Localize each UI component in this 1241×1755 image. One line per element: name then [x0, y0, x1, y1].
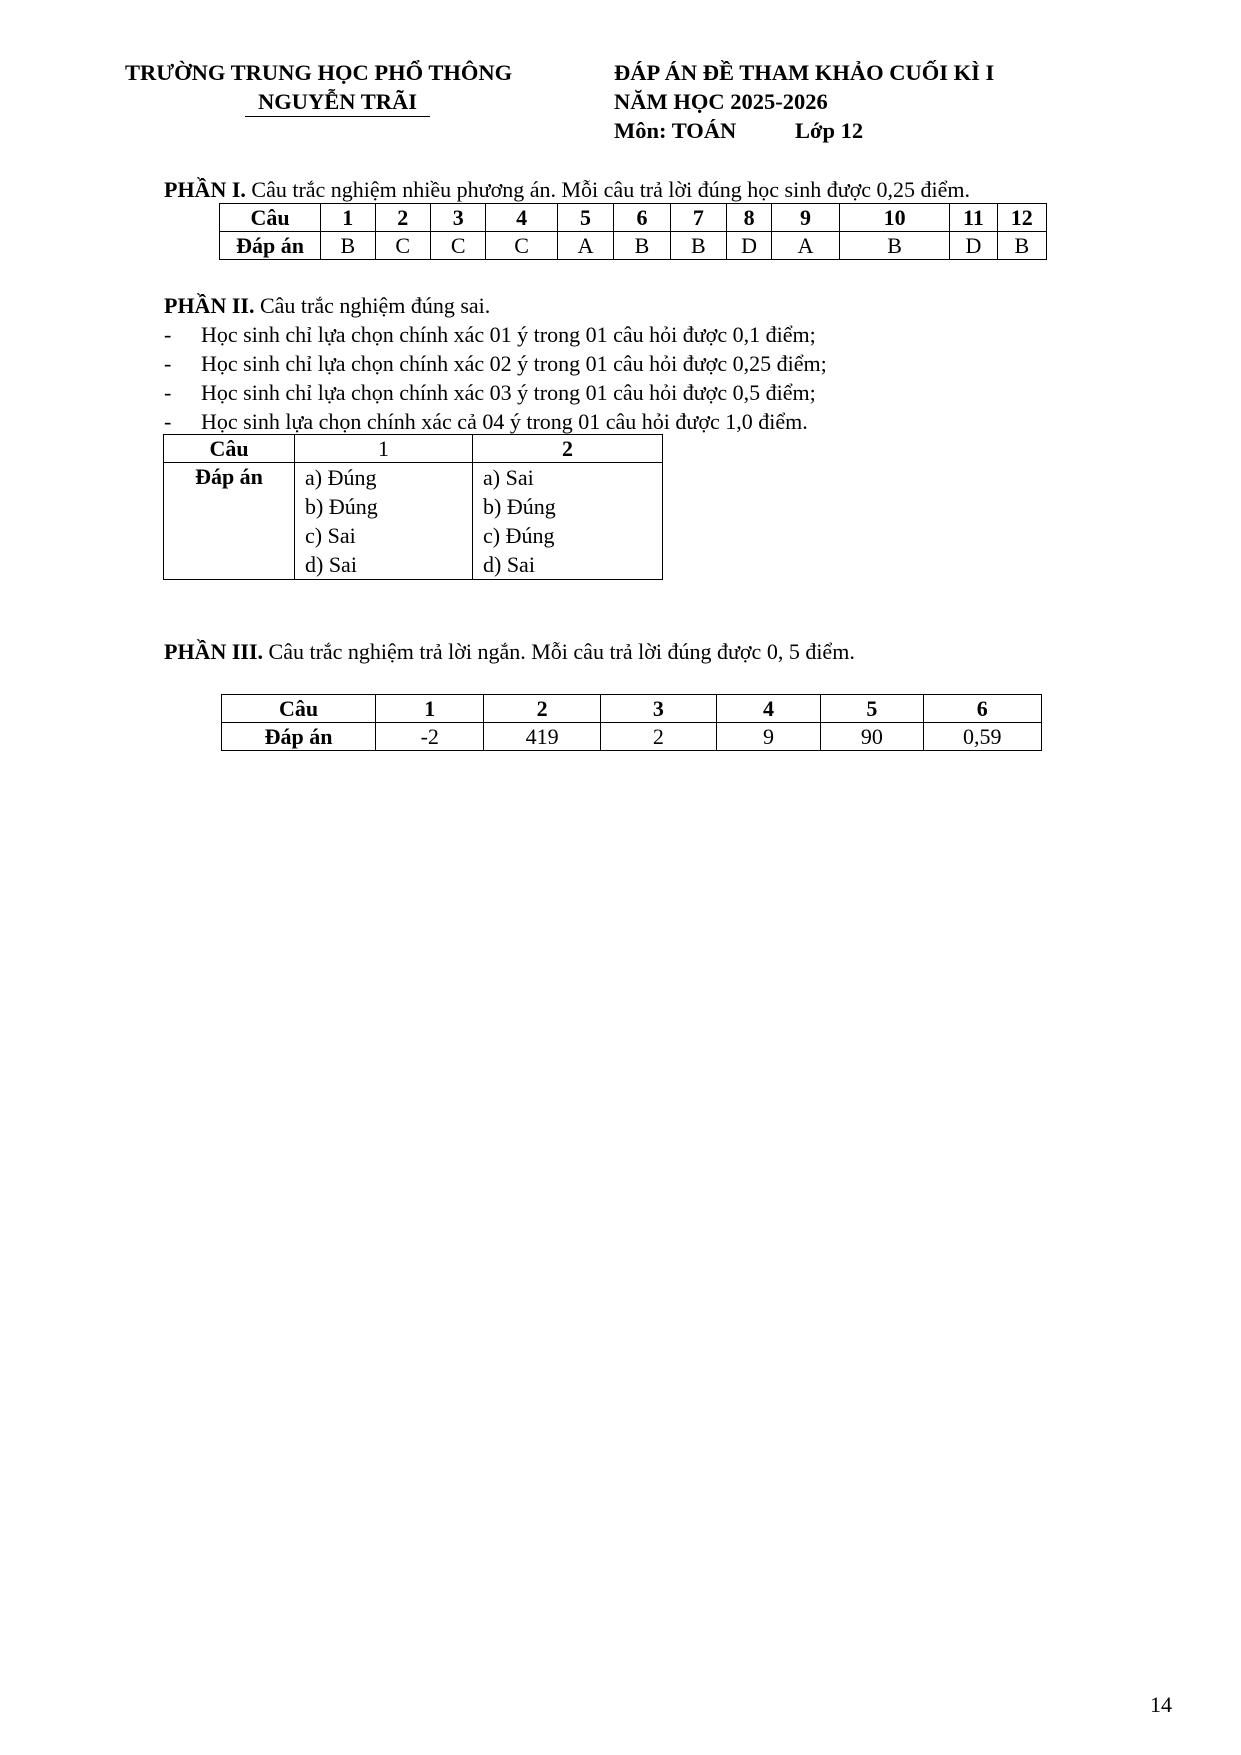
part1-question-number: 3	[430, 204, 485, 232]
part1-answer-value: C	[486, 232, 557, 260]
exam-title-line2: NĂM HỌC 2025-2026	[614, 89, 828, 114]
rule-text: Học sinh chỉ lựa chọn chính xác 01 ý trong 01 câu hỏi được 0,1 điểm;	[201, 322, 816, 347]
part2-question-2: 2	[473, 435, 663, 463]
list-dash: -	[164, 409, 172, 434]
part3-question-number: 3	[600, 695, 716, 723]
rule-text: Học sinh chỉ lựa chọn chính xác 03 ý trong 01 câu hỏi được 0,5 điểm;	[201, 380, 816, 405]
list-dash: -	[164, 380, 172, 405]
answer-line: a) Đúng	[305, 465, 377, 490]
part1-answer-value: D	[727, 232, 772, 260]
part1-question-number: 11	[950, 204, 997, 232]
part2-intro	[164, 291, 490, 320]
part3-heading: PHẦN III.	[164, 639, 264, 664]
part1-answer-value: D	[950, 232, 997, 260]
part3-question-number: 6	[923, 695, 1041, 723]
part1-intro	[164, 175, 970, 204]
list-dash: -	[164, 351, 172, 376]
part3-answer-value: 419	[484, 723, 600, 751]
page-number: 14	[1150, 1692, 1172, 1717]
part1-description: Câu trắc nghiệm nhiều phương án. Mỗi câu trả lời đúng học sinh được 0,25 điểm.	[245, 177, 970, 202]
rule-text: Học sinh chỉ lựa chọn chính xác 02 ý trong 01 câu hỏi được 0,25 điểm;	[201, 351, 827, 376]
part3-question-number: 2	[484, 695, 600, 723]
part2-q2-answers	[473, 463, 663, 580]
part1-question-number: 8	[727, 204, 772, 232]
answer-line: d) Sai	[305, 552, 357, 577]
part1-question-number: 9	[772, 204, 840, 232]
part3-question-number: 4	[716, 695, 820, 723]
part3-row-label-question: Câu	[222, 695, 376, 723]
part3-description: Câu trắc nghiệm trả lời ngắn. Mỗi câu trả lời đúng được 0, 5 điểm.	[263, 639, 855, 664]
part1-question-number: 1	[321, 204, 375, 232]
answer-line: b) Đúng	[305, 494, 378, 519]
exam-title-line1: ĐÁP ÁN ĐỀ THAM KHẢO CUỐI KÌ I	[614, 60, 995, 85]
table-row	[220, 204, 1047, 232]
part3-intro	[164, 637, 855, 666]
part1-question-number: 4	[486, 204, 557, 232]
part1-answer-table	[219, 203, 1047, 260]
part2-q1-answers	[295, 463, 473, 580]
part1-answer-value: B	[321, 232, 375, 260]
table-row	[220, 232, 1047, 260]
answer-line: b) Đúng	[483, 494, 556, 519]
part2-description: Câu trắc nghiệm đúng sai.	[254, 293, 491, 318]
part3-answer-table	[221, 694, 1042, 751]
part3-answer-value: -2	[376, 723, 484, 751]
part3-answer-value: 2	[600, 723, 716, 751]
part1-row-label-question: Câu	[220, 204, 321, 232]
rule-text: Học sinh lựa chọn chính xác cả 04 ý trong 01 câu hỏi được 1,0 điểm.	[201, 409, 808, 434]
part2-heading: PHẦN II.	[164, 293, 255, 318]
part3-question-number: 1	[376, 695, 484, 723]
part3-question-number: 5	[821, 695, 923, 723]
table-row	[164, 435, 663, 463]
exam-grade: Lớp 12	[795, 118, 864, 143]
part1-question-number: 7	[670, 204, 726, 232]
list-item	[164, 407, 827, 436]
part1-answer-value: A	[557, 232, 613, 260]
part1-question-number: 10	[839, 204, 949, 232]
part1-question-number: 2	[375, 204, 430, 232]
part3-answer-value: 0,59	[923, 723, 1041, 751]
exam-subject: Môn: TOÁN	[614, 118, 737, 143]
table-row	[164, 463, 663, 580]
part2-row-label-question: Câu	[164, 435, 295, 463]
part1-question-number: 5	[557, 204, 613, 232]
part1-answer-value: B	[839, 232, 949, 260]
school-name-underline	[245, 116, 430, 117]
part3-answer-value: 9	[716, 723, 820, 751]
table-row	[222, 723, 1042, 751]
part2-answer-table	[163, 434, 663, 580]
answer-line: c) Sai	[305, 523, 356, 548]
answer-line: a) Sai	[483, 465, 534, 490]
answer-line: d) Sai	[483, 552, 535, 577]
answer-line: c) Đúng	[483, 523, 555, 548]
list-dash: -	[164, 322, 172, 347]
part3-row-label-answer: Đáp án	[222, 723, 376, 751]
list-item	[164, 349, 827, 378]
part1-answer-value: C	[375, 232, 430, 260]
list-item	[164, 378, 827, 407]
part2-rules-list	[164, 320, 827, 436]
part1-question-number: 12	[997, 204, 1046, 232]
part1-answer-value: B	[670, 232, 726, 260]
part1-answer-value: B	[997, 232, 1046, 260]
part3-answer-value: 90	[821, 723, 923, 751]
table-row	[222, 695, 1042, 723]
school-name-line2: NGUYỄN TRÃI	[258, 89, 417, 114]
part1-answer-value: B	[614, 232, 670, 260]
part1-row-label-answer: Đáp án	[220, 232, 321, 260]
part1-answer-value: A	[772, 232, 840, 260]
part1-heading: PHẦN I.	[164, 177, 246, 202]
part2-row-label-answer: Đáp án	[164, 463, 295, 580]
part2-question-1: 1	[295, 435, 473, 463]
list-item	[164, 320, 827, 349]
part1-answer-value: C	[430, 232, 485, 260]
school-name-line1: TRƯỜNG TRUNG HỌC PHỔ THÔNG	[125, 60, 513, 85]
part1-question-number: 6	[614, 204, 670, 232]
